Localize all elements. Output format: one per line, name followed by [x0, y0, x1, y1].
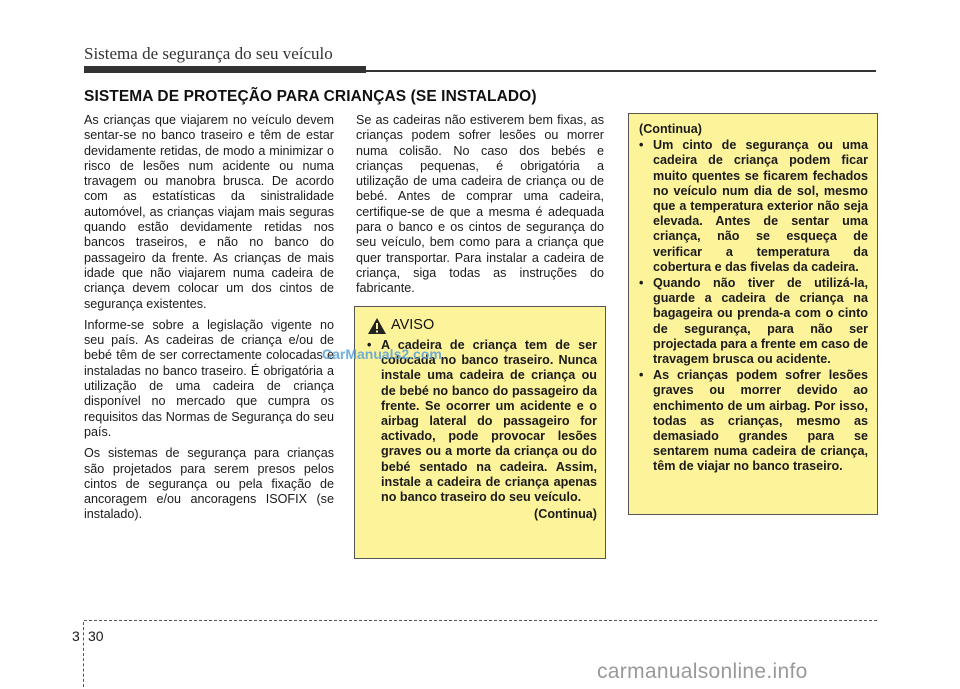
continued-box — [628, 113, 878, 515]
footer-rule — [84, 620, 877, 621]
column-2 — [356, 113, 604, 303]
header-title: Sistema de segurança do seu veículo — [84, 44, 333, 63]
footer-vertical-rule — [83, 622, 84, 687]
column2-paragraph-1: Se as cadeiras não estiverem bem fixas, as crianças podem sofrer lesões ou morrer numa colisão. No caso dos bebés e crianças pequenas, é obrigatória a utilização de uma cadeira de criança ou de bebé. Antes de comprar uma cadeira, certifique-se de que a mesma é adequada para o banco e os cintos de segurança do seu veículo, bem como para a criança que quer transportar. Para instalar a cadeira de criança, siga todas as instruções do fabricante. — [356, 113, 604, 296]
continued-label: (Continua) — [639, 122, 702, 136]
footer-site: carmanualsonline.info — [597, 660, 808, 683]
header-rule-thin — [366, 70, 876, 72]
warning-list — [367, 338, 597, 505]
column1-paragraph-3: Os sistemas de segurança para crianças são projetados para serem presos pelos cintos de segurança ou pela fixação de ancoragem e/ou ancoragens ISOFIX (se instalado). — [84, 446, 334, 522]
warning-continued: (Continua) — [534, 507, 597, 522]
column-1 — [84, 113, 334, 529]
warning-title: AVISO — [391, 317, 435, 334]
column1-paragraph-2: Informe-se sobre a legislação vigente no seu país. As cadeiras de criança e/ou de bebé têm de ser correctamente colocadas e instaladas no banco traseiro. É obrigatória a utilização de uma cadeira de criança disponível no mercado que cumpra os requisitos das Normas de Segurança do seu país. — [84, 317, 334, 439]
header-rule-thick — [84, 66, 366, 73]
warning-triangle-icon — [367, 317, 387, 335]
continued-item-3: • As crianças podem sofrer lesões graves ou morrer devido ao enchimento de um airbag. Por isso, todas as crianças, mesmo as demasiado grandes para se sentarem numa cadeira de criança, têm de viajar no banco traseiro. — [639, 368, 868, 474]
warning-item-1: • A cadeira de criança tem de ser colocada no banco traseiro. Nunca instale uma cadeira de criança ou de bebé no banco do passageiro da frente. Se ocorrer um acidente e o airbag lateral do passageiro for activado, pode provocar lesões graves ou a morte da criança ou do bebé sentado na cadeira. Assim, instale a cadeira de criança apenas no banco traseiro do seu veículo. — [367, 338, 597, 505]
warning-header — [367, 317, 597, 335]
column1-paragraph-1: As crianças que viajarem no veículo devem sentar-se no banco traseiro e têm de estar devidamente retidas, de modo a minimizar o risco de lesões num acidente ou numa travagem ou manobra brusca. De acordo com as estatísticas da sinistralidade automóvel, as crianças viajam mais seguras quando estão devidamente retidas nos bancos traseiros, e não no banco do passageiro da frente. As crianças de mais idade que não viajarem numa cadeira de criança devem colocar um dos cintos de segurança existentes. — [84, 113, 334, 311]
continued-item-1: • Um cinto de segurança ou uma cadeira de criança podem ficar muito quentes se ficarem fechados no veículo num dia de sol, mesmo que a temperatura exterior não seja elevada. Antes de sentar uma criança, não se esqueça de verificar a temperatura da cobertura e das fivelas da cadeira. — [639, 138, 868, 275]
page-chapter: 3 — [72, 628, 80, 644]
watermark: CarManuals2.com — [322, 346, 442, 362]
warning-box — [354, 306, 606, 559]
continued-item-2: • Quando não tiver de utilizá-la, guarde a cadeira de criança na bagageira ou prenda-a com o cinto de segurança, para não ser projectada para a frente em caso de travagem brusca ou acidente. — [639, 276, 868, 367]
continued-list — [639, 138, 868, 474]
page-number: 30 — [88, 628, 104, 644]
section-heading: SISTEMA DE PROTEÇÃO PARA CRIANÇAS (SE INSTALADO) — [84, 88, 537, 105]
